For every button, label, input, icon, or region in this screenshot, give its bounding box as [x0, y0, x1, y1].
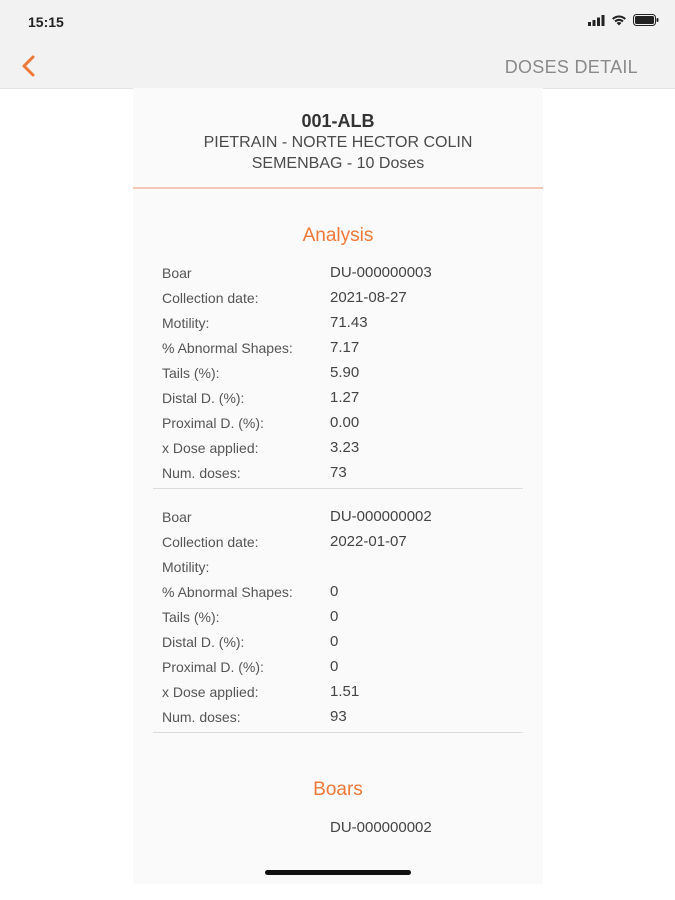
row-value: 0	[330, 658, 339, 675]
row-value: DU-000000003	[330, 264, 432, 281]
row-label: % Abnormal Shapes:	[162, 340, 293, 356]
analysis-row	[153, 311, 523, 336]
analysis-row	[153, 530, 523, 555]
row-label: Num. doses:	[162, 709, 241, 725]
navigation-bar	[0, 44, 675, 89]
dose-code: 001-ALB	[301, 111, 375, 131]
row-value: 2021-08-27	[330, 289, 407, 306]
analysis-row	[153, 411, 523, 436]
analysis-row	[153, 461, 523, 486]
row-value: 2022-01-07	[330, 533, 407, 550]
analysis-row	[153, 261, 523, 286]
analysis-row	[153, 655, 523, 680]
row-label: Motility:	[162, 559, 210, 575]
row-value: 0	[330, 608, 339, 625]
row-value: 73	[330, 464, 347, 481]
row-label: Boar	[162, 509, 192, 525]
row-label: Distal D. (%):	[162, 634, 245, 650]
row-value: 7.17	[330, 339, 360, 356]
analysis-row	[153, 580, 523, 605]
analysis-row	[153, 680, 523, 705]
battery-icon	[633, 14, 659, 26]
status-icons	[588, 14, 659, 26]
page-title: DOSES DETAIL	[504, 57, 638, 77]
row-value: 3.23	[330, 439, 360, 456]
row-label: Tails (%):	[162, 609, 220, 625]
row-value: 5.90	[330, 364, 360, 381]
row-value: 0	[330, 583, 339, 600]
analysis-row	[153, 630, 523, 655]
row-label: Collection date:	[162, 534, 259, 550]
row-label: Collection date:	[162, 290, 259, 306]
boar-id: DU-000000002	[330, 819, 432, 836]
doses-detail-panel	[133, 88, 543, 884]
row-value: 0	[330, 633, 339, 650]
analysis-row	[153, 505, 523, 530]
analysis-row	[153, 286, 523, 311]
analysis-row	[153, 361, 523, 386]
row-value: 93	[330, 708, 347, 725]
row-label: Num. doses:	[162, 465, 241, 481]
doses-header	[133, 88, 543, 174]
row-value: 71.43	[330, 314, 368, 331]
row-label: Distal D. (%):	[162, 390, 245, 406]
row-label: Proximal D. (%):	[162, 415, 264, 431]
analysis-group	[153, 261, 523, 489]
signal-icon	[588, 15, 605, 26]
row-label: % Abnormal Shapes:	[162, 584, 293, 600]
dose-package: SEMENBAG - 10 Doses	[251, 155, 425, 172]
row-label: Motility:	[162, 315, 210, 331]
row-value: 0.00	[330, 414, 360, 431]
row-label: Boar	[162, 265, 192, 281]
row-label: Proximal D. (%):	[162, 659, 264, 675]
row-label: x Dose applied:	[162, 440, 259, 456]
status-time: 15:15	[28, 14, 64, 30]
dose-breed-farm: PIETRAIN - NORTE HECTOR COLIN	[203, 134, 473, 151]
analysis-row	[153, 605, 523, 630]
analysis-row	[153, 705, 523, 730]
group-spacer	[133, 489, 543, 505]
boar-list-item	[133, 819, 543, 849]
analysis-section-title: Analysis	[302, 225, 374, 246]
analysis-row	[153, 555, 523, 580]
wifi-icon	[611, 14, 627, 26]
row-value: 1.27	[330, 389, 360, 406]
home-indicator[interactable]	[265, 870, 411, 875]
row-label: x Dose applied:	[162, 684, 259, 700]
row-label: Tails (%):	[162, 365, 220, 381]
analysis-group	[153, 505, 523, 733]
boars-section-title: Boars	[313, 779, 363, 800]
row-value: 1.51	[330, 683, 360, 700]
chevron-left-icon	[14, 50, 46, 82]
analysis-row	[153, 436, 523, 461]
row-value: DU-000000002	[330, 508, 432, 525]
analysis-row	[153, 386, 523, 411]
header-divider	[133, 187, 543, 189]
back-button[interactable]	[14, 50, 46, 82]
status-bar	[0, 0, 675, 44]
analysis-row	[153, 336, 523, 361]
